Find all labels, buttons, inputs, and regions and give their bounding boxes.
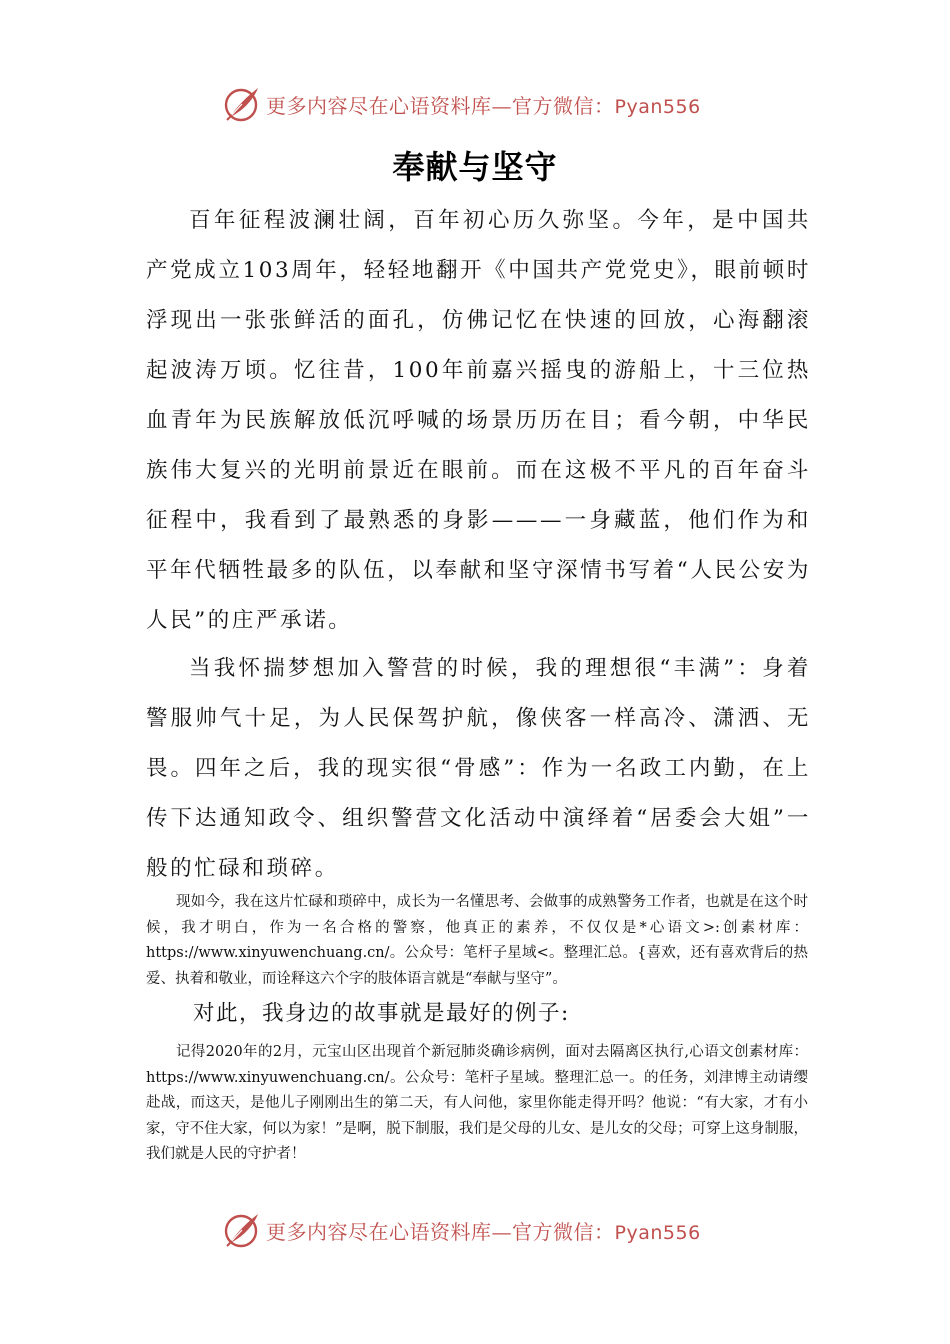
paragraph-4: 对此，我身边的故事就是最好的例子:	[193, 1001, 570, 1026]
paragraph-3: 现如今，我在这片忙碌和琐碎中，成长为一名懂思考、会做事的成熟警务工作者，也就是在这个时候，我才明白，作为一名合格的警察，他真正的素养，不仅仅是*心语文>:创素材库：https://www.xinyuwenchuang.cn/。公众号：笔杆子星域<。整理汇总。{喜欢，还有喜欢背后的热爱、执着和敬业，而诠释这六个字的肢体语言就是“奉献与坚守”。	[146, 894, 808, 987]
header-watermark	[222, 82, 742, 126]
header-wechat-id: Pyan556	[614, 95, 701, 118]
quill-pen-logo-icon	[222, 1210, 262, 1250]
footer-watermark-text: 更多内容尽在心语资料库—官方微信：Pyan556	[266, 1219, 701, 1244]
quill-pen-logo-icon	[222, 84, 262, 124]
footer-watermark	[222, 1208, 742, 1252]
paragraph-2: 当我怀揣梦想加入警营的时候，我的理想很“丰满”：身着警服帅气十足，为人民保驾护航，像侠客一样高冷、潇洒、无畏。四年之后，我的现实很“骨感”：作为一名政工内勤，在上传下达通知政令、组织警营文化活动中演绎着“居委会大姐”一般的忙碌和琐碎。	[146, 656, 811, 881]
paragraph-5: 记得2020年的2月，元宝山区出现首个新冠肺炎确诊病例，面对去隔离区执行,心语文创素材库：https://www.xinyuwenchuang.cn/。公众号：笔杆子星域。整理汇总一。的任务，刘津博主动请缨赴战，而这天，是他儿子刚刚出生的第二天，有人问他，家里你能走得开吗？他说：“有大家，才有小家，守不住大家，何以为家！”是啊，脱下制服，我们是父母的儿女、是儿女的父母；可穿上这身制服，我们就是人民的守护者！	[146, 1044, 808, 1162]
footer-wechat-id: Pyan556	[614, 1221, 701, 1244]
header-watermark-text: 更多内容尽在心语资料库—官方微信：Pyan556	[266, 93, 701, 118]
document-title: 奉献与坚守	[392, 148, 558, 186]
paragraph-1: 百年征程波澜壮阔，百年初心历久弥坚。今年，是中国共产党成立103周年，轻轻地翻开《中国共产党党史》，眼前顿时浮现出一张张鲜活的面孔，仿佛记忆在快速的回放，心海翻滚起波涛万顷。忆往昔，100年前嘉兴摇曳的游船上，十三位热血青年为民族解放低沉呼喊的场景历历在目；看今朝，中华民族伟大复兴的光明前景近在眼前。而在这极不平凡的百年奋斗征程中，我看到了最熟悉的身影———一身藏蓝，他们作为和平年代牺牲最多的队伍，以奉献和坚守深情书写着“人民公安为人民”的庄严承诺。	[146, 208, 811, 633]
